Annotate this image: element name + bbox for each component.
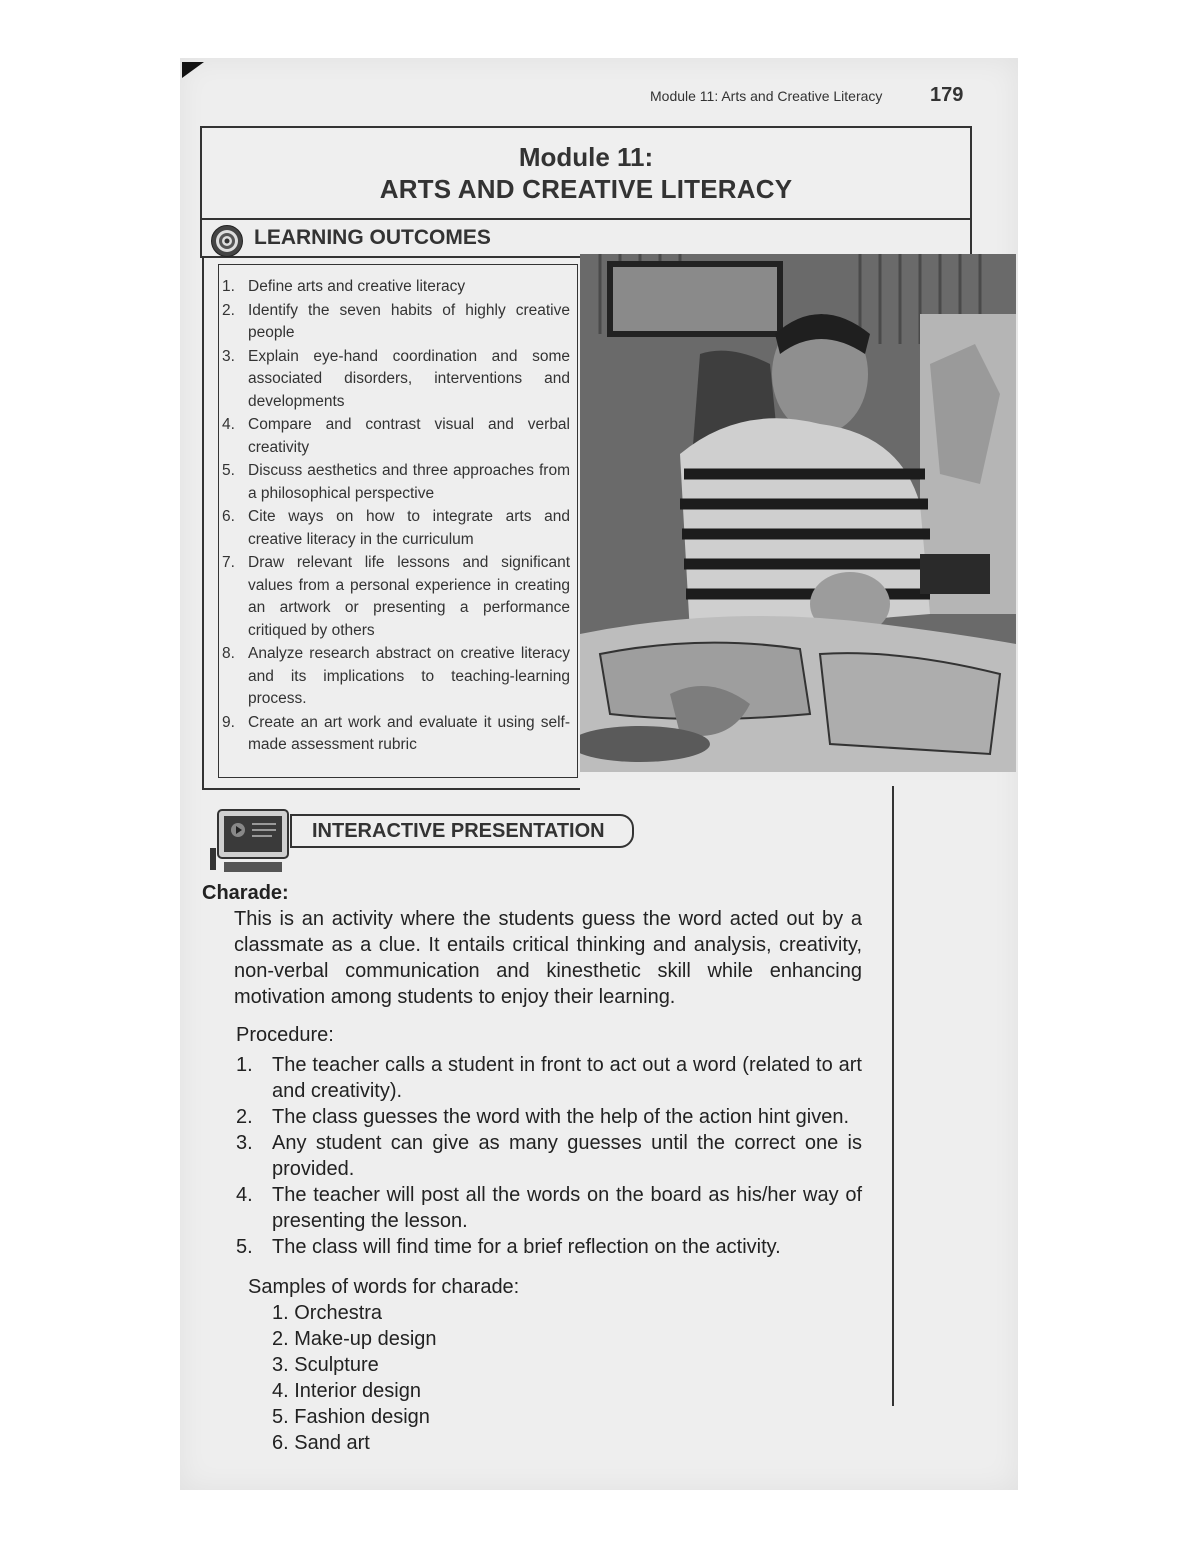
list-item: 9. Create an art work and evaluate it using self-made assessment rubric (222, 713, 570, 753)
list-item: 4. Compare and contrast visual and verbal creativity (222, 416, 570, 456)
target-icon (210, 224, 244, 258)
list-item: 1. The teacher calls a student in front to act out a word (related to art and creativity). (236, 1054, 862, 1102)
module-title: ARTS AND CREATIVE LITERACY (379, 174, 793, 204)
interactive-presentation-body (202, 880, 862, 1456)
learning-outcomes-list (222, 276, 570, 758)
list-item: 6. Sand art (272, 1432, 370, 1454)
list-item: 3. Explain eye-hand coordination and some associated disorders, interventions and developments (222, 347, 570, 410)
page-number: 179 (930, 84, 964, 106)
samples-list (202, 1300, 862, 1456)
list-item: 5. Fashion design (272, 1406, 430, 1428)
list-item: 3. Sculpture (272, 1354, 379, 1376)
list-item: 2. Identify the seven habits of highly creative people (222, 301, 570, 341)
list-item: 3. Any student can give as many guesses until the correct one is provided. (236, 1132, 862, 1180)
list-item: 1. Orchestra (272, 1302, 383, 1324)
module-number: Module 11: (518, 142, 654, 172)
list-item: 4. Interior design (272, 1380, 421, 1402)
presentation-screen-icon (206, 808, 290, 874)
list-item: 2. The class guesses the word with the help of the action hint given. (236, 1106, 850, 1128)
procedure-list (202, 1052, 862, 1260)
column-rule (892, 786, 894, 1406)
procedure-label: Procedure: (236, 1024, 334, 1046)
charade-description: This is an activity where the students guess the word acted out by a classmate as a clue. It entails critical thinking and analysis, creativity, non-verbal communication and kinesthetic skill while enhancing motivation among students to enjoy their learning. (234, 908, 862, 1008)
list-item: 6. Cite ways on how to integrate arts and creative literacy in the curriculum (222, 508, 570, 548)
corner-mark (182, 62, 204, 78)
list-item: 8. Analyze research abstract on creative literacy and its implications to teaching-learning process. (222, 645, 570, 707)
running-head: Module 11: Arts and Creative Literacy (650, 88, 883, 104)
interactive-presentation-heading: INTERACTIVE PRESENTATION (312, 820, 605, 842)
learning-outcomes-heading: LEARNING OUTCOMES (254, 226, 491, 249)
list-item: 5. Discuss aesthetics and three approaches from a philosophical perspective (222, 462, 570, 502)
charade-label: Charade: (202, 882, 289, 904)
module-title-box (200, 126, 972, 220)
samples-label: Samples of words for charade: (248, 1276, 520, 1298)
list-item: 1. Define arts and creative literacy (222, 278, 466, 295)
list-item: 2. Make-up design (272, 1328, 437, 1350)
list-item: 4. The teacher will post all the words on the board as his/her way of presenting the lesson. (236, 1184, 862, 1232)
artist-photo (580, 254, 1016, 772)
charade-paragraph (202, 880, 862, 1010)
list-item: 5. The class will find time for a brief reflection on the activity. (236, 1236, 781, 1258)
list-item: 7. Draw relevant life lessons and significant values from a personal experience in creating an artwork or presenting a performance critiqued by others (222, 554, 570, 639)
